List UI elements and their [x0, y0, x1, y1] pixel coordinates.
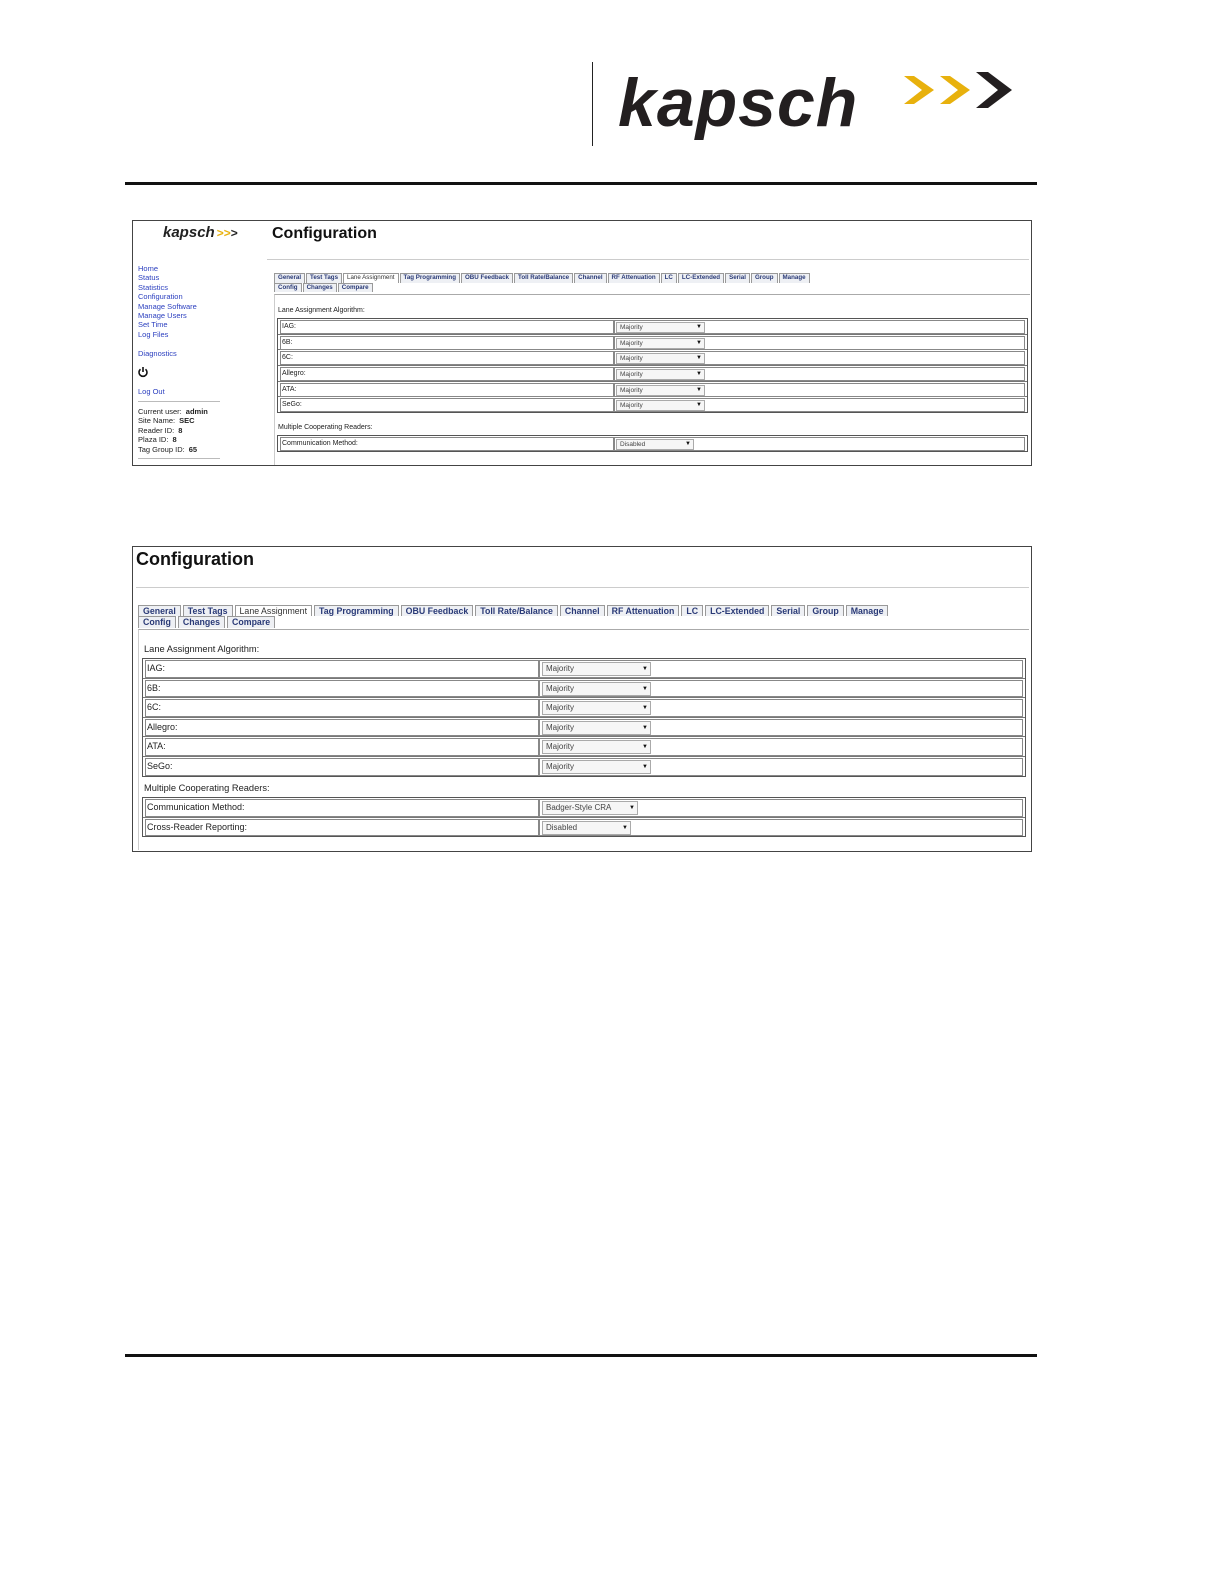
algorithm-row-sego — [143, 757, 1025, 776]
nav-manage-users[interactable]: Manage Users — [138, 311, 187, 321]
algorithm-row-iag — [278, 319, 1027, 335]
row-value-cell — [614, 320, 1025, 334]
algorithm-table — [277, 318, 1028, 413]
kapsch-logo — [614, 58, 1024, 148]
header-rule — [125, 182, 1037, 185]
section-lane-assignment-algorithm: Lane Assignment Algorithm: — [278, 307, 365, 314]
section-multiple-cooperating-readers: Multiple Cooperating Readers: — [278, 424, 373, 431]
section-multiple-cooperating-readers: Multiple Cooperating Readers: — [144, 783, 270, 793]
power-icon[interactable] — [137, 366, 149, 378]
row-label: IAG: — [145, 660, 539, 678]
algorithm-row-allegro — [278, 366, 1027, 382]
dropdown-arrow-icon: ▼ — [696, 324, 702, 330]
allegro-select[interactable]: Majority ▼ — [542, 721, 651, 735]
row-value-cell — [614, 367, 1025, 381]
dropdown-arrow-icon: ▼ — [696, 386, 702, 393]
dropdown-arrow-icon: ▼ — [696, 339, 702, 346]
tab-obu-feedback[interactable]: OBU Feedback — [401, 605, 474, 616]
readers-table — [277, 435, 1028, 452]
readers-table — [142, 797, 1026, 837]
config-tabs — [138, 605, 958, 628]
dropdown-arrow-icon: ▼ — [696, 355, 702, 362]
dropdown-arrow-icon: ▼ — [685, 441, 691, 447]
6c-select[interactable]: Majority ▼ — [542, 701, 651, 715]
tab-tag-programming[interactable]: Tag Programming — [314, 605, 399, 616]
algorithm-row-6c — [143, 698, 1025, 718]
tab-manage[interactable]: Manage — [779, 273, 810, 283]
row-value-cell — [614, 383, 1025, 397]
info-current-user: Current user: admin — [138, 407, 208, 416]
tab-rf-attenuation[interactable]: RF Attenuation — [608, 273, 660, 283]
row-label: Communication Method: — [280, 437, 614, 451]
cross-reader-reporting-select[interactable]: Disabled ▼ — [542, 821, 631, 835]
sidebar-nav — [138, 264, 228, 339]
tab-lane-assignment[interactable]: Lane Assignment — [235, 605, 313, 616]
tab-channel[interactable]: Channel — [574, 273, 606, 283]
dropdown-arrow-icon: ▼ — [642, 724, 648, 731]
row-value-cell — [539, 680, 1023, 698]
dropdown-arrow-icon: ▼ — [642, 666, 648, 672]
nav-configuration[interactable]: Configuration — [138, 292, 183, 302]
sego-select[interactable]: Majority ▼ — [616, 400, 705, 411]
nav-manage-software[interactable]: Manage Software — [138, 301, 197, 311]
6b-select[interactable]: Majority ▼ — [542, 682, 651, 696]
page-title: Configuration — [136, 549, 254, 569]
tab-manage[interactable]: Manage — [846, 605, 889, 616]
row-label: Cross-Reader Reporting: — [145, 819, 539, 837]
tab-test-tags[interactable]: Test Tags — [183, 605, 233, 616]
ata-select[interactable]: Majority ▼ — [542, 740, 651, 754]
tab-serial[interactable]: Serial — [725, 273, 750, 283]
algorithm-row-6c — [278, 350, 1027, 366]
title-divider — [267, 259, 1029, 260]
row-label: Allegro: — [280, 367, 614, 381]
dropdown-arrow-icon: ▼ — [696, 371, 702, 378]
algorithm-row-6b — [143, 679, 1025, 699]
row-label: IAG: — [280, 320, 614, 334]
app-logo — [163, 224, 238, 241]
nav-home[interactable]: Home — [138, 264, 159, 273]
row-value-cell — [539, 699, 1023, 717]
row-value-cell — [539, 819, 1023, 837]
nav-diagnostics[interactable]: Diagnostics — [138, 349, 177, 358]
app-logo-text: kapsch — [163, 224, 215, 241]
tab-toll-rate-balance[interactable]: Toll Rate/Balance — [514, 273, 573, 283]
dropdown-arrow-icon: ▼ — [642, 685, 648, 692]
chevron-icon: >>> — [216, 226, 238, 240]
algorithm-row-allegro — [143, 718, 1025, 738]
tab-lc[interactable]: LC — [661, 273, 677, 283]
tab-test-tags[interactable]: Test Tags — [306, 273, 342, 283]
readers-row-cross-reader-reporting — [143, 818, 1025, 837]
row-value-cell — [614, 351, 1025, 365]
screenshot-full-page — [132, 220, 1032, 466]
page-title: Configuration — [272, 225, 377, 242]
communication-method-select[interactable]: Disabled ▼ — [616, 439, 694, 450]
readers-row-communication-method — [278, 436, 1027, 451]
screenshot-config-detail — [132, 546, 1032, 852]
tab-config[interactable]: Config — [138, 616, 176, 627]
dropdown-arrow-icon: ▼ — [622, 824, 628, 831]
tab-channel[interactable]: Channel — [560, 605, 605, 616]
config-tabs — [274, 273, 974, 292]
ata-select[interactable]: Majority ▼ — [616, 385, 705, 396]
tab-tag-programming[interactable]: Tag Programming — [400, 273, 460, 283]
row-value-cell — [539, 758, 1023, 776]
tab-changes[interactable]: Changes — [178, 616, 225, 627]
algorithm-row-ata — [143, 737, 1025, 757]
algorithm-row-6b — [278, 335, 1027, 351]
sidebar-separator — [138, 401, 220, 402]
tab-lc-extended[interactable]: LC-Extended — [678, 273, 724, 283]
row-label: Allegro: — [145, 719, 539, 737]
row-label: ATA: — [280, 383, 614, 397]
dropdown-arrow-icon: ▼ — [629, 805, 635, 811]
communication-method-select[interactable]: Badger-Style CRA ▼ — [542, 801, 638, 815]
tab-compare[interactable]: Compare — [338, 283, 373, 293]
nav-set-time[interactable]: Set Time — [138, 320, 168, 330]
tab-obu-feedback[interactable]: OBU Feedback — [461, 273, 513, 283]
readers-row-communication-method — [143, 798, 1025, 818]
tab-lc[interactable]: LC — [681, 605, 703, 616]
nav-statistics[interactable]: Statistics — [138, 282, 169, 292]
tab-lane-assignment[interactable]: Lane Assignment — [343, 273, 398, 283]
logo-wordmark: kapsch — [618, 65, 859, 141]
header-divider — [592, 62, 593, 146]
row-value-cell — [539, 738, 1023, 756]
tab-changes[interactable]: Changes — [303, 283, 337, 293]
footer-rule — [125, 1354, 1037, 1357]
logout-link[interactable]: Log Out — [138, 387, 165, 396]
info-site-name: Site Name: SEC — [138, 416, 195, 426]
row-value-cell — [539, 660, 1023, 678]
tab-config[interactable]: Config — [274, 283, 302, 293]
section-lane-assignment-algorithm: Lane Assignment Algorithm: — [144, 644, 260, 654]
tab-group[interactable]: Group — [807, 605, 843, 616]
session-info — [138, 407, 208, 454]
row-label: 6B: — [145, 680, 539, 698]
row-label: SeGo: — [145, 758, 539, 776]
6b-select[interactable]: Majority ▼ — [616, 338, 705, 349]
algorithm-row-sego — [278, 397, 1027, 412]
iag-select[interactable]: Majority ▼ — [542, 662, 651, 676]
row-value-cell — [539, 799, 1023, 817]
info-reader-id: Reader ID: 8 — [138, 425, 183, 435]
dropdown-arrow-icon: ▼ — [642, 763, 648, 770]
dropdown-arrow-icon: ▼ — [696, 402, 702, 409]
algorithm-row-iag — [143, 659, 1025, 679]
tab-group[interactable]: Group — [751, 273, 778, 283]
dropdown-arrow-icon: ▼ — [642, 705, 648, 712]
6c-select[interactable]: Majority ▼ — [616, 353, 705, 364]
row-label: ATA: — [145, 738, 539, 756]
tab-general[interactable]: General — [274, 273, 305, 283]
tab-lc-extended[interactable]: LC-Extended — [705, 605, 769, 616]
row-label: Communication Method: — [145, 799, 539, 817]
algorithm-table — [142, 658, 1026, 777]
nav-status[interactable]: Status — [138, 273, 160, 283]
dropdown-arrow-icon: ▼ — [642, 744, 648, 751]
title-divider — [136, 587, 1029, 588]
tab-toll-rate-balance[interactable]: Toll Rate/Balance — [475, 605, 558, 616]
iag-select[interactable]: Majority ▼ — [616, 322, 705, 333]
tab-general[interactable]: General — [138, 605, 181, 616]
row-label: 6C: — [145, 699, 539, 717]
row-label: SeGo: — [280, 398, 614, 412]
sidebar-separator — [138, 458, 220, 459]
row-label: 6C: — [280, 351, 614, 365]
allegro-select[interactable]: Majority ▼ — [616, 369, 705, 380]
row-value-cell — [614, 437, 1025, 451]
row-value-cell — [614, 336, 1025, 350]
row-value-cell — [614, 398, 1025, 412]
algorithm-row-ata — [278, 382, 1027, 398]
nav-log-files[interactable]: Log Files — [138, 329, 169, 339]
tab-rf-attenuation[interactable]: RF Attenuation — [607, 605, 680, 616]
sego-select[interactable]: Majority ▼ — [542, 760, 651, 774]
info-plaza-id: Plaza ID: 8 — [138, 435, 177, 445]
row-label: 6B: — [280, 336, 614, 350]
tab-serial[interactable]: Serial — [771, 605, 805, 616]
tab-compare[interactable]: Compare — [227, 616, 275, 627]
row-value-cell — [539, 719, 1023, 737]
chevrons-icon — [900, 66, 1020, 114]
info-tag-group-id: Tag Group ID: 65 — [138, 444, 198, 454]
